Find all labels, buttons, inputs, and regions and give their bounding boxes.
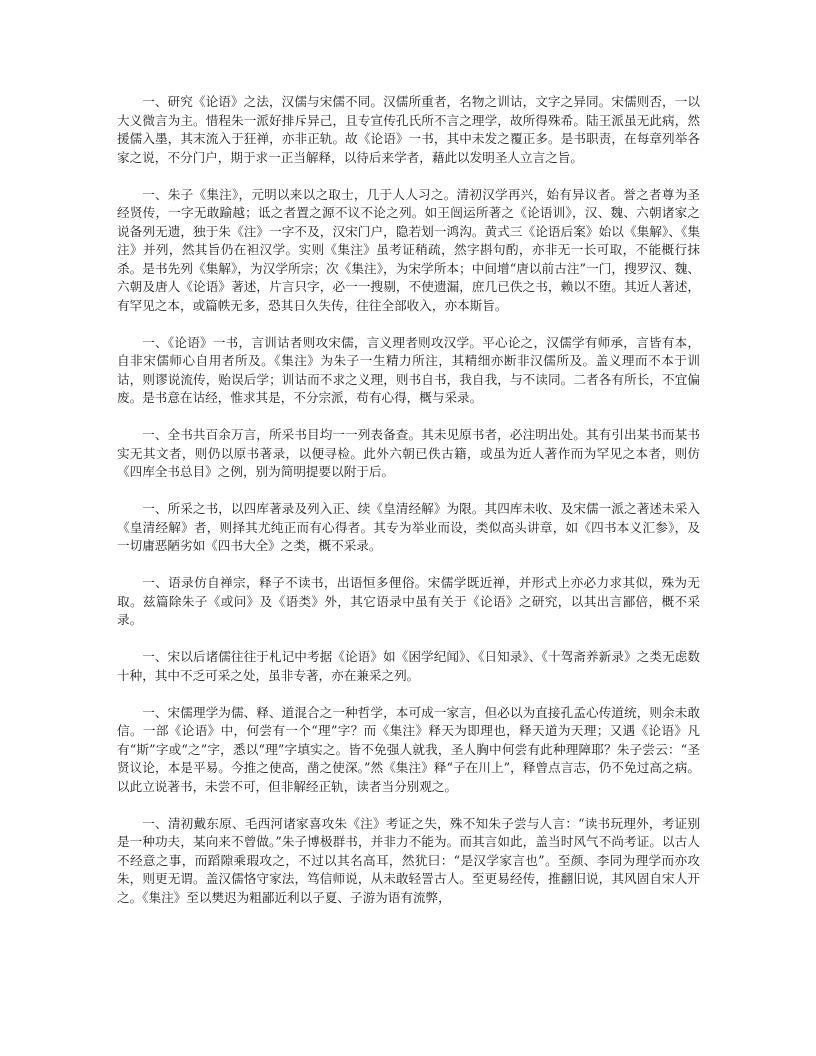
paragraph-1: 一、研究《论语》之法，汉儒与宋儒不同。汉儒所重者，名物之训诂，文字之异同。宋儒则否，一以大义微言为主。惜程朱一派好排斥异己，且专宣传孔氏所不言之理学，故所得殊希。陆王派虽无此病，然援儒入墨，其末流入于狂禅，亦非正轨。故《论语》一书，其中未发之覆正多。是书职责，在每章列举各家之说，不分门户，期于求一正当解释，以待后来学者，藉此以发明圣人立言之旨。: [117, 94, 700, 165]
paragraph-9: 一、清初戴东原、毛西河诸家喜攻朱《注》考证之失，殊不知朱子尝与人言：“读书玩理外，考证别是一种功夫，某向来不曾做。”朱子博极群书，并非力不能为。而其言如此，盖当时风气不尚考证。以古人不经意之事，而蹈隙乘瑕攻之，不过以其名高耳，然犹曰：“是汉学家言也”。至颜、李同为理学而亦攻朱，则更无谓。盖汉儒恪守家法，笃信师说，从未敢轻詈古人。至更易经传，推翻旧说，其风固自宋人开之。《集注》至以樊迟为粗鄙近利以子夏、子游为语有流弊，: [117, 815, 700, 905]
paragraph-7: 一、宋以后诸儒往往于札记中考据《论语》如《困学纪闻》、《日知录》、《十驾斋养新录》之类无虑数十种，其中不乏可采之处，虽非专著，亦在兼采之列。: [117, 649, 700, 683]
paragraph-8: 一、宋儒理学为儒、释、道混合之一种哲学，本可成一家言，但必以为直接孔孟心传道统，则余未敢信。一部《论语》中，何尝有一个“理”字？而《集注》释天为即理也，释天道为天理；又遇《论语》凡有“斯”字或“之”字，悉以“理”字填实之。皆不免强人就我，圣人胸中何尝有此种理障耶？朱子尝云：“圣贤议论，本是平易。今推之使高，凿之使深。”然《集注》释“子在川上”，释曾点言志，仍不免过高之病。以此立说著书，未尝不可，但非解经正轨，读者当分别观之。: [117, 704, 700, 794]
paragraph-4: 一、全书共百余万言，所采书目均一一列表备查。其未见原书者，必注明出处。其有引出某书而某书实无其文者，则仍以原书著录，以便寻检。此外六朝已佚古籍，或虽为近人著作而为罕见之本者，则仿《四库全书总目》之例，别为简明提要以附于后。: [117, 427, 700, 479]
paragraph-2: 一、朱子《集注》，元明以来以之取士，几于人人习之。清初汉学再兴，始有异议者。誉之者尊为圣经贤传，一字无敢踰越；诋之者置之源不议不论之列。如王闿运所著之《论语训》，汉、魏、六朝诸家之说备列无遗，独于朱《注》一字不及，汉宋门户，隐若划一鸿沟。黄式三《论语后案》始以《集解》、《集注》并列，然其旨仍在袒汉学。实则《集注》虽考证稍疏，然字斟句酌，亦非无一长可取，不能概行抹杀。是书先列《集解》，为汉学所宗；次《集注》，为宋学所本；中间增“唐以前古注”一门，搜罗汉、魏、六朝及唐人《论语》著述，片言只字，必一一搜剔，不使遗漏，庶几已佚之书，赖以不堕。其近人著述，有罕见之本，或篇帙无多，恐其日久失传，往往全部收入，亦本斯旨。: [117, 186, 700, 313]
document-page: [117, 93, 700, 926]
paragraph-5: 一、所采之书，以四库著录及列入正、续《皇清经解》为限。其四库未收、及宋儒一派之著述未采入《皇清经解》者，则择其尤纯正而有心得者。其专为举业而设，类似高头讲章，如《四书本义汇参》，及一切庸恶陋劣如《四书大全》之类，概不采录。: [117, 501, 700, 553]
paragraph-6: 一、语录仿自禅宗，释子不读书，出语恒多俚俗。宋儒学既近禅，并形式上亦必力求其似，殊为无取。兹篇除朱子《或问》及《语类》外，其它语录中虽有关于《论语》之研究，以其出言鄙倍，概不采录。: [117, 575, 700, 627]
paragraph-3: 一、《论语》一书，言训诂者则攻宋儒，言义理者则攻汉学。平心论之，汉儒学有师承，言皆有本，自非宋儒师心自用者所及。《集注》为朱子一生精力所注，其精细亦断非汉儒所及。盖义理而不本于训诂，则谬说流传，贻误后学；训诂而不求之义理，则书自书，我自我，与不读同。二者各有所长，不宜偏废。是书意在诂经，惟求其是，不分宗派，苟有心得，概与采录。: [117, 334, 700, 405]
